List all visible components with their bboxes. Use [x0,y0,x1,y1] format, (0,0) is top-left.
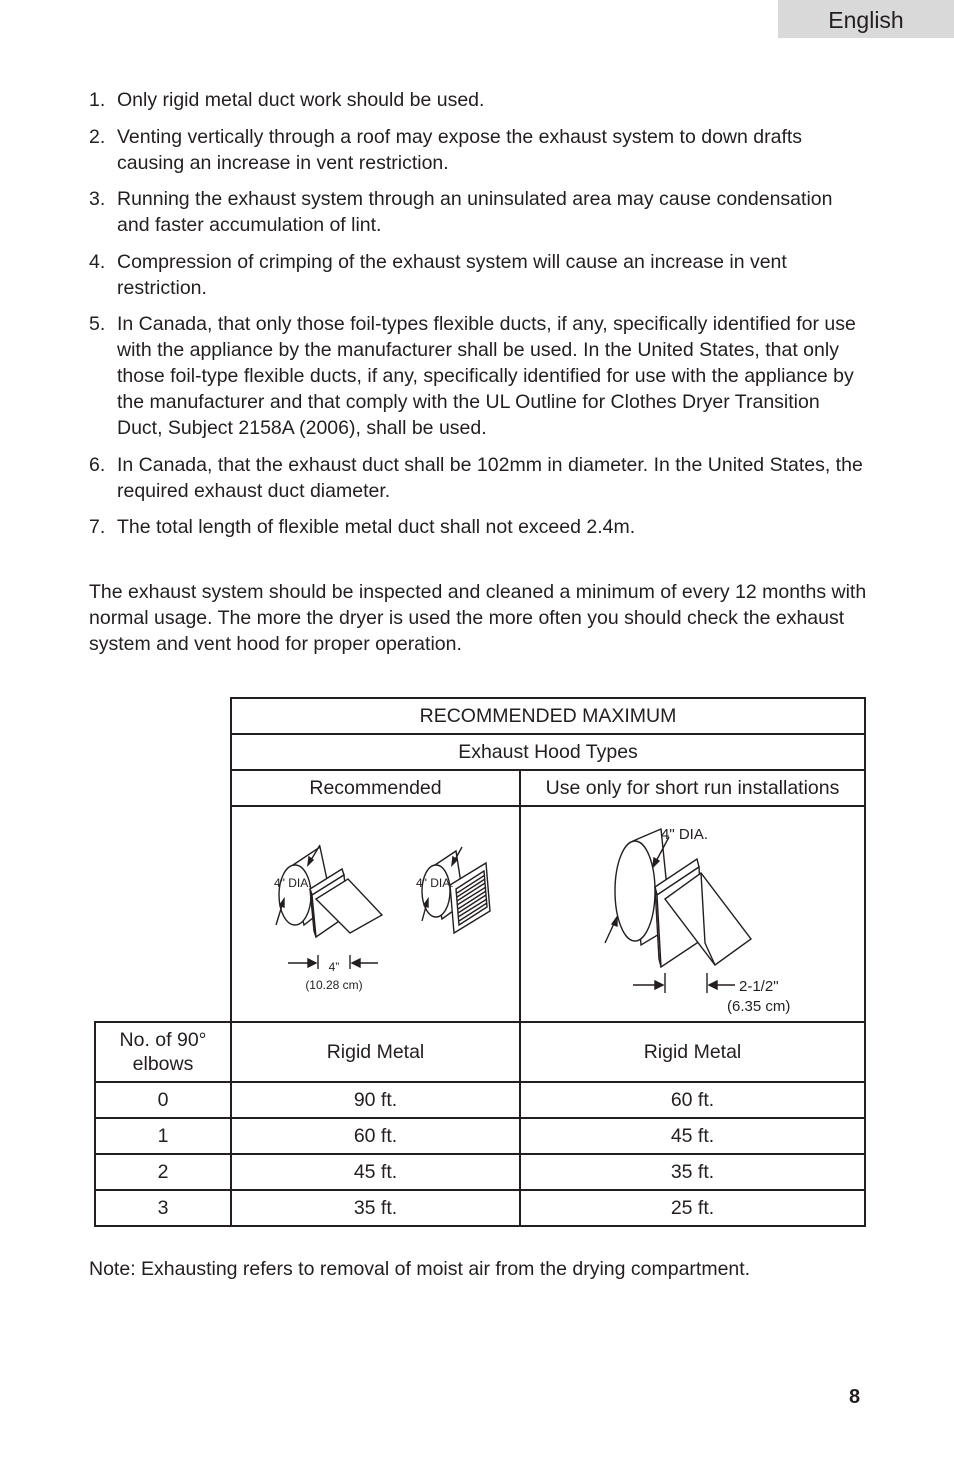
page-number: 8 [849,1386,861,1408]
dimension-label: 2-1/2" [739,978,779,995]
item-text: In Canada, that only those foil-types flexible ducts, if any, specifically identified for use with the appliance by the manufacturer shall be used. In the United States, that only those foil-type flexible ducts, if any, specifically identified for use with the appliance by the manufacturer and that comply with the UL Outline for Clothes Dryer Transition Duct, Subject 2158A (2006), shall be used. [117,313,856,439]
table-row [95,1082,865,1118]
recommended-length-cell: 45 ft. [231,1154,520,1190]
item-text: In Canada, that the exhaust duct shall be 102mm in diameter. In the United States, the required exhaust duct diameter. [117,453,863,502]
item-text: Only rigid metal duct work should be used. [117,89,485,111]
item-number: 3. [89,188,106,210]
table-row [95,1154,865,1190]
row-header-elbows: No. of 90° elbows [95,1022,231,1082]
recommended-length-cell: 90 ft. [231,1082,520,1118]
elbows-cell: 0 [95,1082,231,1118]
list-item [89,249,869,301]
elbows-cell: 1 [95,1118,231,1154]
list-item [89,87,869,113]
item-number: 2. [89,125,106,148]
short-run-length-cell: 35 ft. [520,1154,865,1190]
dia-label: 4" DIA. [661,826,709,843]
dimension-label: 4” [328,960,340,974]
row-header-short-run: Rigid Metal [520,1022,865,1082]
recommended-length-cell: 60 ft. [231,1118,520,1154]
recommended-hoods-diagram [231,806,520,1022]
short-run-length-cell: 45 ft. [520,1118,865,1154]
row-header-recommended: Rigid Metal [231,1022,520,1082]
item-text: The total length of flexible metal duct shall not exceed 2.4m. [117,516,636,538]
list-item [89,452,869,504]
footnote: Note: Exhausting refers to removal of moist air from the drying compartment. [89,1258,751,1280]
table-subtitle: Exhaust Hood Types [231,734,865,770]
recommended-length-cell: 35 ft. [231,1190,520,1226]
item-number: 6. [89,453,106,476]
item-number: 5. [89,313,106,335]
short-run-length-cell: 60 ft. [520,1082,865,1118]
dimension-sub-label: (10.28 cm) [305,978,363,992]
maintenance-paragraph: The exhaust system should be inspected and cleaned a minimum of every 12 months with normal usage. The more the dryer is used the more often you should check the exhaust system and vent hood for proper operation. [89,581,867,655]
short-run-hood-diagram [520,806,865,1022]
list-item [89,514,869,540]
dia-label-left: 4" DIA. [274,876,312,890]
elbows-cell: 3 [95,1190,231,1226]
list-item [89,186,869,238]
item-text: Compression of crimping of the exhaust system will cause an increase in vent restriction. [117,250,787,299]
list-item [89,124,869,176]
item-text: Running the exhaust system through an uninsulated area may cause condensation and faster accumulation of lint. [117,188,833,236]
recommended-hoods-illustration [232,807,519,1015]
elbows-cell: 2 [95,1154,231,1190]
list-item [89,311,869,441]
exhaust-length-table [94,697,866,1227]
item-number: 4. [89,250,106,273]
dimension-sub-label: (6.35 cm) [727,998,791,1015]
table-title: RECOMMENDED MAXIMUM [231,698,865,734]
short-run-hood-illustration [521,807,864,1015]
short-run-length-cell: 25 ft. [520,1190,865,1226]
dia-label-right: 4" DIA. [416,876,454,890]
item-number: 1. [89,89,106,111]
instruction-list [89,87,869,551]
item-number: 7. [89,516,106,538]
column-header-short-run: Use only for short run installations [520,770,865,806]
table-row [95,1118,865,1154]
table-row [95,1190,865,1226]
column-header-recommended: Recommended [231,770,520,806]
item-text: Venting vertically through a roof may expose the exhaust system to down drafts causing an increase in vent restriction. [117,125,803,174]
language-tab[interactable]: English [778,0,954,38]
